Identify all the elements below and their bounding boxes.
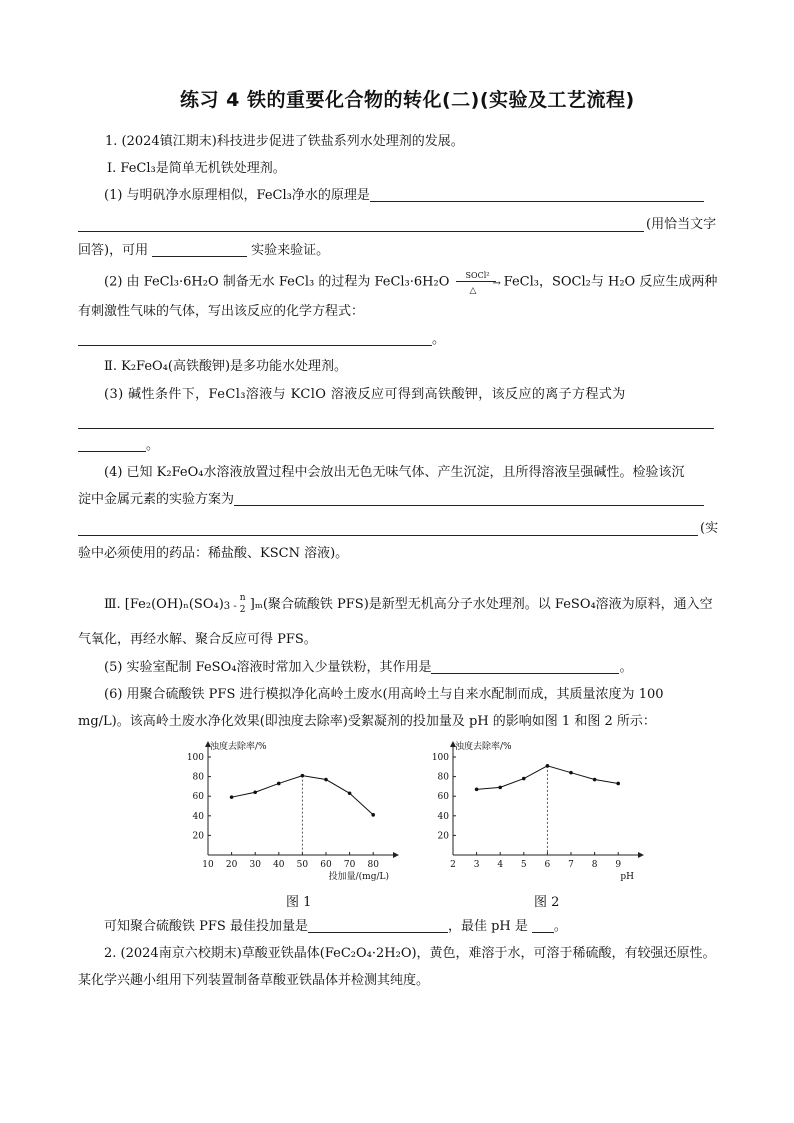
s3-equation-blank-2[interactable]	[78, 437, 146, 452]
chart1-y-tick-label: 80	[192, 772, 204, 783]
chart-fig1-svg	[180, 735, 410, 890]
chart2-x-tick-label: 3	[473, 860, 480, 870]
chart2-x-tick-label: 9	[615, 860, 622, 870]
q1-s2-line2: 有刺激性气味的气体，写出该反应的化学方程式：	[78, 304, 365, 319]
chart1-y-axis-label: 浊度去除率/%	[210, 742, 267, 752]
chart1-x-tick-label: 80	[367, 860, 379, 870]
chart1-x-tick-label: 60	[320, 860, 332, 870]
chart1-x-tick-label: 30	[249, 860, 261, 870]
chart-fig1	[180, 735, 410, 890]
s2-end: 。	[432, 332, 446, 347]
s2-equation-blank[interactable]	[78, 331, 432, 346]
s1-answer-blank-1[interactable]	[370, 187, 704, 202]
chart1-data-point	[324, 778, 328, 782]
s2-text-b: FeCl₃，SOCl₂与 H₂O 反应生成两种	[503, 274, 718, 290]
chart2-x-axis-label: pH	[620, 872, 634, 882]
s4-plan-blank-1[interactable]	[234, 491, 704, 506]
s3-equation-blank-1[interactable]	[78, 428, 714, 429]
chart2-data-point	[475, 788, 479, 792]
chart1-y-tick-label: 40	[192, 811, 204, 822]
part2-heading: Ⅱ. K₂FeO₄(高铁酸钾)是多功能水处理剂。	[104, 359, 348, 374]
chart2-x-tick-label: 2	[450, 860, 456, 870]
chart2-x-tick-label: 4	[497, 860, 504, 870]
s1-prefix: (1) 与明矾净水原理相似，FeCl₃净水的原理是	[104, 188, 370, 203]
q1-intro: 1. (2024镇江期末)科技进步促进了铁盐系列水处理剂的发展。	[105, 134, 464, 149]
part3-heading	[104, 590, 713, 614]
arrow-reagent-label: SOCl²	[465, 271, 490, 280]
chart2-data-point	[616, 782, 620, 786]
fig2-caption: 图 2	[534, 895, 560, 910]
chart1-data-point	[230, 795, 234, 799]
q1-s3-line1: (3) 碱性条件下，FeCl₃溶液与 KClO 溶液反应可得到高铁酸钾，该反应的离子方程式为	[104, 387, 626, 402]
chart-fig2	[425, 735, 655, 890]
s4-suffix: (实	[700, 521, 719, 536]
pfs-sub-2: 2	[239, 605, 246, 615]
s4-line2-text: 淀中金属元素的实验方案为	[78, 492, 235, 507]
chart2-y-tick-label: 60	[437, 792, 449, 803]
chart2-data-point	[522, 777, 526, 781]
chart2-x-tick-label: 6	[544, 860, 551, 870]
arrow-heat-label: △	[469, 286, 477, 296]
chart2-x-tick-label: 5	[520, 860, 527, 870]
chart2-data-point	[593, 778, 597, 782]
q1-s3-line3	[78, 437, 159, 455]
pfs-formula-a: Ⅲ. [Fe₂(OH)ₙ(SO₄)	[104, 597, 224, 612]
fig1-caption: 图 1	[286, 895, 312, 910]
s4-plan-blank-2[interactable]	[78, 535, 698, 536]
chart2-series-line	[477, 766, 619, 790]
chart2-y-tick-label: 20	[437, 831, 449, 842]
s5-answer-blank[interactable]	[431, 659, 619, 674]
chart2-x-tick-label: 7	[568, 860, 574, 870]
chart2-data-point	[546, 764, 550, 768]
q1-s4-line1: (4) 已知 K₂FeO₄水溶液放置过程中会放出无色无味气体、产生沉淀，且所得溶液呈强碱性。检验该沉	[104, 465, 685, 480]
s1-line3-a: 回答)，可用	[78, 243, 149, 258]
chart2-y-tick-label: 40	[437, 811, 449, 822]
q1-s1-line1	[104, 187, 704, 205]
s2-text-a: (2) 由 FeCl₃·6H₂O 制备无水 FeCl₃ 的过程为 FeCl₃·6H₂O	[104, 274, 450, 290]
q1-s2-line3	[78, 331, 445, 349]
chart1-x-tick-label: 50	[296, 860, 309, 870]
arrow-head-icon: →	[492, 278, 501, 289]
pfs-sub-n: n	[239, 593, 246, 603]
s1-experiment-blank[interactable]	[152, 242, 247, 257]
q1-s1-line3	[78, 242, 329, 260]
q1-s4-line2	[78, 491, 704, 509]
chart1-y-tick-label: 20	[192, 831, 204, 842]
pfs-formula-b: ]ₘ(聚合硫酸铁 PFS)是新型无机高分子水处理剂。以 FeSO₄溶液为原料，通入空	[249, 597, 713, 612]
chart1-x-tick-label: 70	[343, 860, 356, 870]
chart2-x-tick-label: 8	[591, 860, 598, 870]
q1-s6-line1: (6) 用聚合硫酸铁 PFS 进行模拟净化高岭土废水(用高岭土与自来水配制而成，其质量浓度为 100	[104, 687, 664, 702]
chart1-data-point	[371, 813, 375, 817]
q2-line1: 2. (2024南京六校期末)草酸亚铁晶体(FeC₂O₄·2H₂O)，黄色，难溶于水，可溶于稀硫酸，有较强还原性。	[104, 946, 716, 961]
pfs-subscript	[223, 590, 250, 615]
chart1-data-point	[277, 782, 281, 786]
reaction-arrow	[454, 271, 501, 296]
chart1-x-tick-label: 40	[273, 860, 285, 870]
q1-s5	[104, 659, 632, 677]
page-title: 练习 4 铁的重要化合物的转化(二)(实验及工艺流程)	[180, 89, 635, 111]
chart2-y-axis-label: 浊度去除率/%	[455, 742, 512, 752]
s1-suffix: (用恰当文字	[646, 217, 717, 232]
chart1-x-tick-label: 20	[225, 860, 238, 870]
s5-text: (5) 实验室配制 FeSO₄溶液时常加入少量铁粉，其作用是	[104, 660, 432, 675]
chart2-data-point	[569, 771, 573, 775]
chart2-x-axis-arrow-icon	[638, 852, 644, 858]
chart1-y-tick-label: 60	[192, 792, 204, 803]
s3-end: 。	[146, 438, 160, 453]
part1-heading: Ⅰ. FeCl₃是简单无机铁处理剂。	[107, 161, 286, 176]
chart1-x-tick-label: 10	[202, 860, 214, 870]
chart1-data-point	[348, 791, 352, 795]
chart1-y-tick-label: 100	[186, 753, 204, 763]
chart1-data-point	[301, 774, 305, 778]
pfs-sub-three: 3 -	[223, 601, 237, 612]
s1-line3-b: 实验来验证。	[251, 243, 330, 258]
q1-s4-line4: 验中必须使用的药品：稀盐酸、KSCN 溶液)。	[78, 546, 349, 561]
chart2-data-point	[498, 786, 502, 790]
q1-s2-line1	[104, 271, 718, 296]
chart2-y-tick-label: 80	[437, 772, 449, 783]
chart1-x-axis-label: 投加量/(mg/L)	[328, 872, 389, 882]
s6-ph-blank[interactable]	[532, 918, 554, 933]
chart1-data-point	[253, 790, 257, 794]
chart-fig2-svg	[425, 735, 655, 890]
chart2-y-tick-label: 100	[431, 753, 449, 763]
q1-s6-conclusion	[104, 918, 567, 936]
s1-answer-blank-2[interactable]	[78, 231, 644, 232]
s6-dose-blank[interactable]	[308, 918, 448, 933]
s5-end: 。	[619, 660, 633, 675]
q2-line2: 某化学兴趣小组用下列装置制备草酸亚铁晶体并检测其纯度。	[78, 973, 430, 988]
part3-line2: 气氧化，再经水解、聚合反应可得 PFS。	[78, 632, 317, 647]
chart1-x-axis-arrow-icon	[393, 852, 399, 858]
q1-s6-line2: mg/L)。该高岭土废水净化效果(即浊度去除率)受絮凝剂的投加量及 pH 的影响如图 1 和图 2 所示：	[78, 714, 656, 729]
s6-conclusion-a: 可知聚合硫酸铁 PFS 最佳投加量是	[104, 919, 308, 934]
s6-conclusion-end: 。	[553, 919, 567, 934]
s6-conclusion-b: ，最佳 pH 是	[447, 919, 528, 934]
